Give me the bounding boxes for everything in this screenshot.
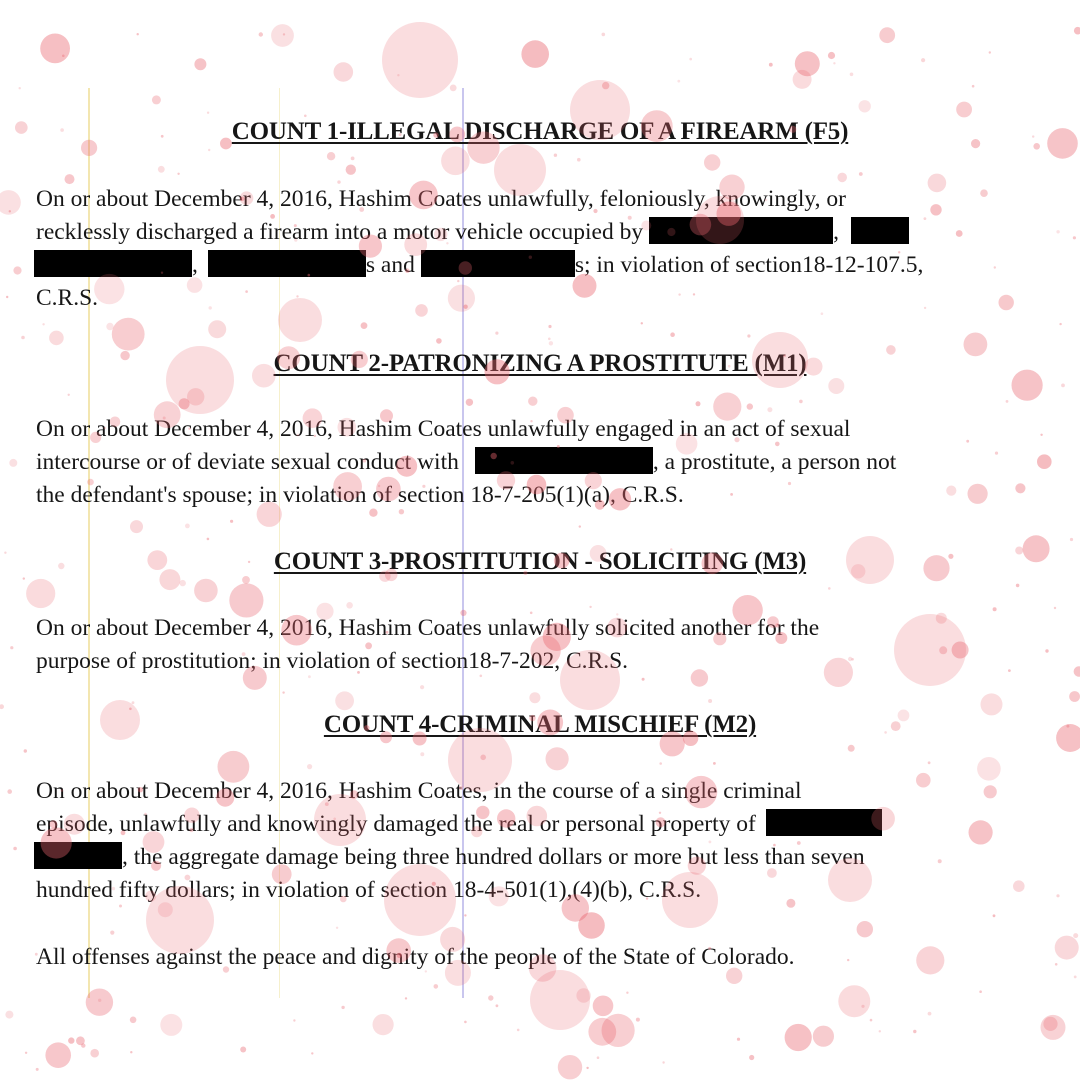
- splatter-dot: [1073, 933, 1078, 938]
- splatter-dot: [1069, 691, 1080, 702]
- splatter-dot: [576, 988, 590, 1002]
- splatter-dot: [861, 1005, 864, 1008]
- splatter-blob: [530, 970, 590, 1030]
- splatter-dot: [548, 325, 551, 328]
- splatter-dot: [62, 55, 65, 58]
- splatter-dot: [1074, 666, 1080, 676]
- splatter-dot: [81, 1043, 85, 1047]
- splatter-dot: [68, 394, 70, 396]
- splatter-dot: [833, 62, 835, 64]
- splatter-dot: [26, 579, 55, 608]
- count-2-line-1: On or about December 4, 2016, Hashim Coates unlawfully engaged in an act of sexual: [36, 416, 851, 442]
- splatter-dot: [495, 332, 498, 335]
- splatter-dot: [602, 82, 609, 89]
- splatter-dot: [10, 646, 13, 649]
- splatter-dot: [859, 172, 863, 176]
- splatter-dot: [689, 58, 692, 61]
- splatter-dot: [24, 749, 27, 752]
- splatter-dot: [335, 691, 354, 710]
- splatter-dot: [49, 331, 64, 346]
- splatter-dot: [588, 1018, 616, 1046]
- splatter-dot: [857, 921, 873, 937]
- splatter-dot: [956, 102, 972, 118]
- splatter-dot: [9, 210, 11, 212]
- splatter-dot: [207, 112, 209, 114]
- splatter-dot: [283, 33, 285, 35]
- splatter-dot: [828, 52, 835, 59]
- splatter-dot: [602, 1014, 635, 1047]
- splatter-dot: [129, 708, 132, 711]
- redaction-block: [766, 809, 882, 836]
- count-4-line-2-text: episode, unlawfully and knowingly damaged the real or personal property of: [36, 811, 756, 837]
- splatter-dot: [1073, 236, 1076, 239]
- redaction-block: [475, 447, 653, 474]
- splatter-dot: [341, 1006, 344, 1009]
- splatter-dot: [179, 398, 190, 409]
- splatter-dot: [132, 701, 135, 704]
- splatter-dot: [1056, 894, 1059, 897]
- count-3-heading: COUNT 3-PROSTITUTION - SOLICITING (M3): [273, 548, 807, 575]
- splatter-dot: [420, 685, 424, 689]
- splatter-dot: [327, 152, 335, 160]
- splatter-dot: [90, 1049, 99, 1058]
- splatter-dot: [1055, 936, 1079, 960]
- splatter-dot: [137, 33, 139, 35]
- splatter-dot: [271, 24, 294, 47]
- splatter-dot: [19, 87, 21, 89]
- splatter-dot: [749, 1055, 754, 1060]
- count-3-line-2: purpose of prostitution; in violation of section18-7-202, C.R.S.: [36, 648, 629, 674]
- splatter-dot: [828, 378, 844, 394]
- splatter-dot: [597, 1056, 600, 1059]
- splatter-dot: [785, 1024, 812, 1051]
- splatter-dot: [373, 1014, 394, 1035]
- splatter-dot: [1061, 384, 1065, 388]
- splatter-dot: [1070, 538, 1073, 541]
- splatter-dot: [496, 1004, 499, 1007]
- count-4-paragraph: [36, 775, 1048, 907]
- splatter-dot: [704, 154, 720, 170]
- splatter-dot: [130, 1051, 132, 1053]
- splatter-dot: [25, 1052, 27, 1054]
- splatter-dot: [45, 1042, 71, 1068]
- splatter-dot: [259, 32, 263, 36]
- splatter-dot: [1074, 976, 1077, 979]
- splatter-dot: [361, 322, 368, 329]
- splatter-dot: [577, 158, 581, 162]
- splatter-dot: [420, 752, 424, 756]
- splatter-dot: [441, 147, 470, 176]
- splatter-dot: [521, 40, 549, 68]
- splatter-dot: [351, 157, 355, 161]
- count-2-line-3: the defendant's spouse; in violation of section 18-7-205(1)(a), C.R.S.: [36, 482, 684, 508]
- splatter-dot: [747, 334, 750, 337]
- splatter-dot: [549, 341, 553, 345]
- redaction-block: [34, 250, 192, 277]
- splatter-dot: [979, 990, 982, 993]
- count-3-paragraph: [36, 612, 1048, 678]
- splatter-dot: [972, 85, 975, 88]
- splatter-dot: [208, 149, 210, 151]
- splatter-dot: [21, 336, 25, 340]
- splatter-dot: [747, 403, 753, 409]
- splatter-dot: [677, 80, 680, 83]
- splatter-dot: [670, 332, 675, 337]
- splatter-dot: [913, 1030, 916, 1033]
- splatter-dot: [921, 58, 925, 62]
- closing-statement: [36, 941, 1048, 974]
- splatter-dot: [180, 580, 186, 586]
- splatter-dot: [589, 606, 591, 608]
- splatter-dot: [36, 1068, 39, 1071]
- splatter-dot: [76, 1036, 85, 1045]
- splatter-dot: [304, 115, 307, 118]
- splatter-dot: [799, 400, 803, 404]
- splatter-dot: [187, 388, 204, 405]
- splatter-dot: [795, 51, 820, 76]
- splatter-dot: [5, 1011, 13, 1019]
- splatter-dot: [1043, 1017, 1057, 1031]
- splatter-dot: [989, 51, 991, 53]
- count-4-line-3: [36, 841, 1048, 874]
- splatter-dot: [879, 27, 895, 43]
- splatter-dot: [0, 704, 4, 709]
- splatter-dot: [42, 323, 44, 325]
- splatter-dot: [870, 1019, 873, 1022]
- splatter-dot: [40, 34, 70, 64]
- splatter-dot: [242, 576, 250, 584]
- count-1-line-3: [36, 249, 1048, 282]
- splatter-dot: [928, 761, 931, 764]
- count-4-heading: COUNT 4-CRIMINAL MISCHIEF (M2): [323, 711, 757, 738]
- splatter-dot: [859, 100, 871, 112]
- splatter-dot: [346, 602, 353, 609]
- splatter-dot: [106, 323, 113, 330]
- splatter-dot: [293, 1019, 295, 1021]
- count-2-line-2: [36, 446, 1048, 479]
- splatter-blob: [382, 22, 458, 98]
- count-4-line-1: On or about December 4, 2016, Hashim Coates, in the course of a single criminal: [36, 778, 802, 804]
- count-1-line-1: On or about December 4, 2016, Hashim Coates unlawfully, feloniously, knowingly, or: [36, 186, 846, 212]
- splatter-dot: [713, 762, 716, 765]
- splatter-dot: [311, 1052, 313, 1054]
- count-1-heading: COUNT 1-ILLEGAL DISCHARGE OF A FIREARM (F5): [231, 118, 849, 145]
- splatter-dot: [517, 1029, 520, 1032]
- splatter-dot: [813, 1026, 834, 1047]
- splatter-dot: [593, 996, 614, 1017]
- splatter-dot: [708, 699, 712, 703]
- splatter-dot: [152, 95, 161, 104]
- splatter-dot: [1074, 27, 1080, 35]
- redaction-block: [421, 250, 575, 277]
- count-2-line-2-tail: , a prostitute, a person not: [652, 449, 897, 475]
- splatter-dot: [641, 322, 643, 324]
- splatter-dot: [434, 984, 439, 989]
- splatter-dot: [1059, 323, 1061, 325]
- splatter-dot: [928, 1012, 932, 1016]
- splatter-dot: [7, 789, 12, 794]
- splatter-dot: [488, 995, 493, 1000]
- splatter-dot: [0, 190, 21, 215]
- splatter-dot: [466, 399, 473, 406]
- splatter-dot: [282, 691, 284, 693]
- count-2-heading: COUNT 2-PATRONIZING A PROSTITUTE (M1): [273, 350, 807, 377]
- splatter-dot: [769, 63, 773, 67]
- count-1-line-2-text: recklessly discharged a firearm into a motor vehicle occupied by: [36, 219, 644, 245]
- count-1-line-2: [36, 216, 1048, 249]
- count-1-line-2-comma: ,: [833, 219, 839, 245]
- splatter-dot: [160, 1014, 182, 1036]
- splatter-dot: [110, 931, 114, 935]
- splatter-dot: [240, 1047, 246, 1053]
- splatter-dot: [1016, 584, 1020, 588]
- splatter-dot: [346, 165, 356, 175]
- closing-line: All offenses against the peace and dignity of the people of the State of Colorado.: [36, 944, 795, 970]
- splatter-dot: [838, 985, 870, 1017]
- splatter-dot: [336, 927, 338, 929]
- splatter-dot: [130, 1017, 137, 1024]
- splatter-dot: [208, 320, 226, 338]
- splatter-dot: [636, 1018, 640, 1022]
- splatter-dot: [68, 1037, 74, 1043]
- splatter-dot: [558, 1055, 582, 1079]
- splatter-dot: [1054, 607, 1056, 609]
- splatter-dot: [1041, 1015, 1066, 1040]
- redaction-block: [649, 217, 833, 244]
- splatter-dot: [696, 401, 701, 406]
- splatter-dot: [578, 912, 605, 939]
- count-4-line-3-text: , the aggregate damage being three hundred dollars or more but less than seven: [122, 844, 865, 870]
- count-1-line-3-tail: s; in violation of section18-12-107.5,: [574, 252, 924, 278]
- count-1-line-4: C.R.S.: [36, 285, 99, 311]
- splatter-dot: [828, 587, 831, 590]
- splatter-dot: [850, 73, 854, 77]
- splatter-dot: [185, 524, 190, 529]
- splatter-dot: [13, 847, 17, 851]
- splatter-dot: [659, 762, 662, 765]
- splatter-dot: [397, 74, 399, 76]
- count-4-line-2: [36, 808, 1048, 841]
- splatter-dot: [307, 764, 312, 769]
- splatter-dot: [837, 173, 847, 183]
- splatter-dot: [1056, 230, 1059, 233]
- splatter-dot: [1055, 963, 1058, 966]
- splatter-dot: [662, 1061, 664, 1063]
- count-2-paragraph: [36, 413, 1048, 512]
- redaction-block: [34, 842, 122, 869]
- splatter-dot: [405, 997, 407, 999]
- splatter-dot: [793, 70, 812, 89]
- splatter-dot: [993, 607, 997, 611]
- splatter-dot: [529, 692, 540, 703]
- splatter-dot: [528, 397, 537, 406]
- splatter-dot: [548, 338, 551, 341]
- splatter-dot: [194, 58, 206, 70]
- splatter-dot: [642, 678, 645, 681]
- splatter-dot: [554, 154, 557, 157]
- splatter-dot: [334, 62, 354, 82]
- splatter-dot: [1006, 400, 1009, 403]
- splatter-dot: [436, 338, 442, 344]
- splatter-dot: [130, 520, 143, 533]
- splatter-dot: [848, 745, 855, 752]
- splatter-dot: [9, 459, 17, 467]
- splatter-dot: [6, 296, 8, 298]
- count-1-line-3-and: s and: [365, 252, 415, 278]
- count-2-line-2-text: intercourse or of deviate sexual conduct with: [36, 449, 459, 475]
- splatter-dot: [13, 266, 21, 274]
- splatter-dot: [177, 173, 179, 175]
- splatter-dot: [579, 525, 581, 527]
- redaction-block: [851, 217, 909, 244]
- splatter-dot: [98, 999, 101, 1002]
- count-1-paragraph: [36, 183, 1048, 315]
- splatter-dot: [737, 1038, 740, 1041]
- splatter-dot: [767, 407, 772, 412]
- splatter-dot: [207, 538, 210, 541]
- splatter-dot: [602, 33, 606, 37]
- count-3-line-1: On or about December 4, 2016, Hashim Coates unlawfully solicited another for the: [36, 615, 820, 641]
- splatter-dot: [993, 914, 996, 917]
- splatter-dot: [546, 747, 569, 770]
- splatter-dot: [194, 579, 218, 603]
- splatter-dot: [464, 914, 466, 916]
- splatter-dot: [464, 1021, 467, 1024]
- splatter-dot: [112, 318, 145, 351]
- count-1-line-3-comma: ,: [192, 252, 198, 278]
- splatter-dot: [879, 1030, 881, 1032]
- splatter-dot: [626, 992, 628, 994]
- redaction-block: [208, 250, 366, 277]
- splatter-dot: [230, 520, 233, 523]
- splatter-dot: [450, 85, 457, 92]
- splatter-dot: [586, 1067, 588, 1069]
- count-4-line-4: hundred fifty dollars; in violation of section 18-4-501(1),(4)(b), C.R.S.: [36, 877, 702, 903]
- splatter-dot: [480, 755, 486, 761]
- splatter-dot: [158, 166, 165, 173]
- splatter-dot: [23, 577, 25, 579]
